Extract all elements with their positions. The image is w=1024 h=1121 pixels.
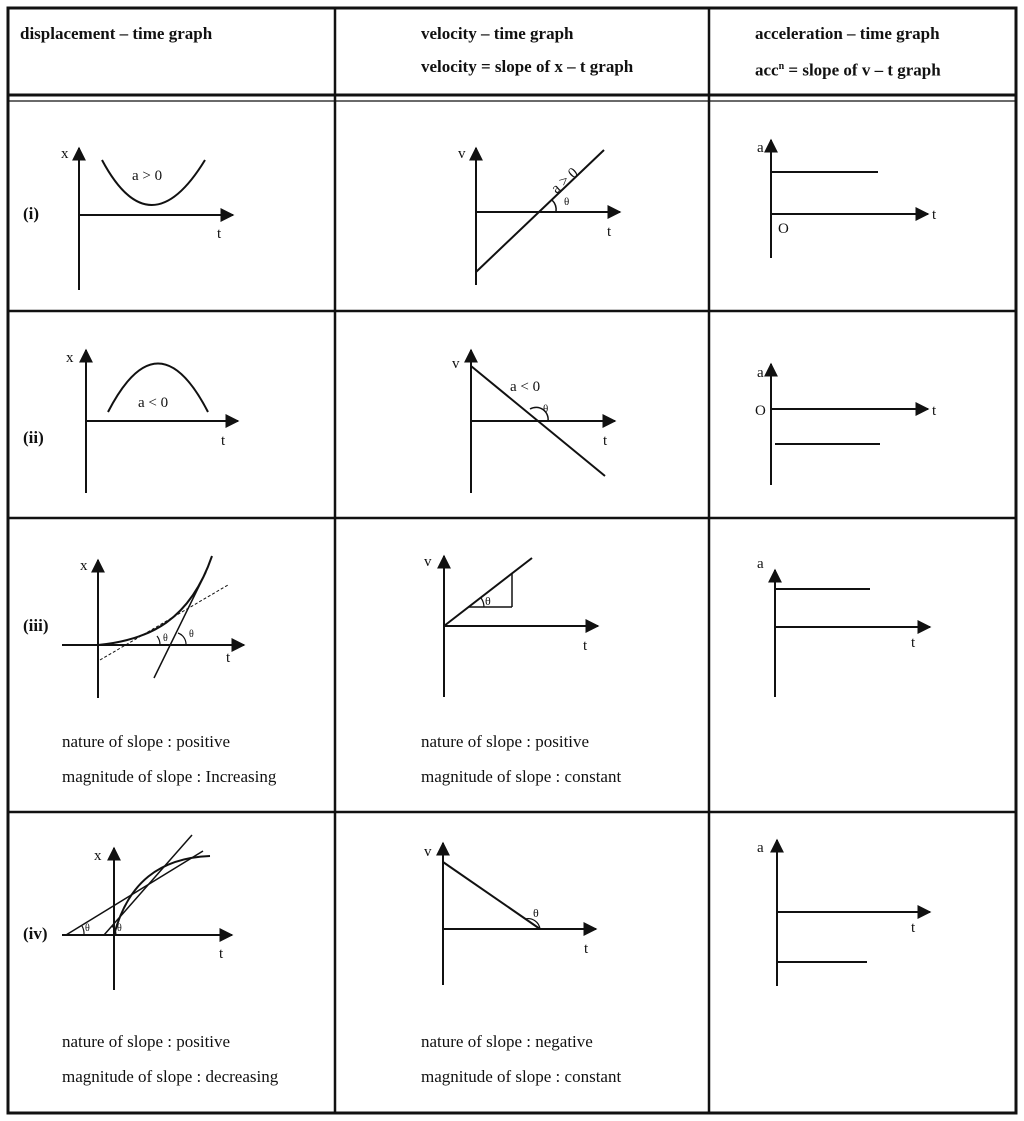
header-acc-prefix: acc (755, 60, 779, 80)
row-iii-x-note-magnitude: magnitude of slope : Increasing (62, 767, 277, 786)
angle-arc (552, 200, 556, 212)
row-iii-v-note-magnitude: magnitude of slope : constant (421, 767, 622, 786)
row-ii-origin-label: O (755, 403, 766, 419)
row-i-v-axis-label: v (458, 146, 466, 162)
row-iv-v-note-magnitude: magnitude of slope : constant (421, 1067, 622, 1086)
row-iii-x-axis-label: x (80, 558, 88, 574)
row-iv-x-note-magnitude: magnitude of slope : decreasing (62, 1067, 279, 1086)
row-iv-velocity-graph (443, 843, 596, 985)
increasing-slope-curve (98, 556, 212, 645)
angle-arc-2 (178, 633, 186, 645)
row-iv-v-note-nature: nature of slope : negative (421, 1032, 593, 1051)
row-iii-v-axis-label: v (424, 554, 432, 570)
row-i-acceleration-graph (771, 140, 928, 258)
header-acc-superscript: n (778, 61, 785, 72)
row-ii-v-line-label: a < 0 (510, 379, 541, 395)
row-iv-x-axis-label: x (94, 848, 102, 864)
header-acc-suffix: = slope of v – t graph (784, 60, 941, 80)
row-iv-t-axis-label: t (219, 946, 224, 962)
row-iii-angle-2-label: θ (189, 629, 194, 640)
row-label-iii: (iii) (23, 616, 49, 635)
header-displacement-time: displacement – time graph (20, 24, 213, 43)
row-ii-t-axis-label: t (221, 433, 226, 449)
row-iv-displacement-graph (62, 835, 232, 990)
row-ii-angle-label: θ (543, 403, 549, 415)
row-i-velocity-graph (476, 148, 620, 285)
row-iii-t-axis-label: t (226, 650, 231, 666)
row-iv-acceleration-graph (777, 840, 930, 986)
row-ii-v-axis-label: v (452, 356, 460, 372)
row-iv-v-axis-label: v (424, 844, 432, 860)
tangent-line-1 (100, 585, 228, 660)
row-ii-vt-t-axis-label: t (603, 433, 608, 449)
header-acceleration-time: acceleration – time graph (755, 24, 940, 43)
row-i-vt-t-axis-label: t (607, 224, 612, 240)
row-label-i: (i) (23, 204, 40, 223)
row-iii-a-axis-label: a (757, 556, 764, 572)
row-iii-angle-1-label: θ (163, 633, 168, 644)
row-ii-velocity-graph (471, 350, 615, 493)
decreasing-slope-curve (114, 856, 210, 935)
row-iii-angle-label: θ (485, 594, 491, 608)
angle-arc-1 (157, 636, 160, 645)
row-i-t-axis-label: t (217, 226, 222, 242)
row-i-v-line-label: a > 0 (548, 164, 582, 197)
row-iii-acceleration-graph (775, 570, 930, 697)
header-velocity-time: velocity – time graph (421, 24, 574, 43)
angle-arc (481, 598, 484, 607)
header-velocity-slope: velocity = slope of x – t graph (421, 57, 634, 76)
row-iv-angle-1-label: θ (85, 923, 90, 934)
row-iii-v-note-nature: nature of slope : positive (421, 732, 590, 751)
row-iii-displacement-graph (62, 556, 244, 698)
header-acceleration-slope (755, 50, 941, 87)
row-iv-angle-2-label: θ (117, 923, 122, 934)
row-ii-a-axis-label: a (757, 365, 764, 381)
row-iv-x-note-nature: nature of slope : positive (62, 1032, 231, 1051)
angle-arc-1 (82, 926, 84, 935)
row-ii-x-axis-label: x (66, 350, 74, 366)
row-label-iv: (iv) (23, 924, 48, 943)
row-iii-velocity-graph (444, 556, 598, 697)
row-i-angle-label: θ (564, 196, 570, 208)
row-label-ii: (ii) (23, 428, 44, 447)
row-iv-angle-label: θ (533, 906, 539, 920)
row-iii-at-t-axis-label: t (911, 635, 916, 651)
row-ii-curve-label: a < 0 (138, 395, 169, 411)
row-ii-displacement-graph (86, 350, 238, 493)
row-iii-x-note-nature: nature of slope : positive (62, 732, 231, 751)
row-i-x-axis-label: x (61, 146, 69, 162)
row-i-origin-label: O (778, 221, 789, 237)
row-i-a-axis-label: a (757, 140, 764, 156)
row-ii-at-t-axis-label: t (932, 403, 937, 419)
increasing-velocity-line (444, 558, 532, 626)
row-ii-acceleration-graph (771, 364, 928, 485)
row-iv-a-axis-label: a (757, 840, 764, 856)
row-iii-vt-t-axis-label: t (583, 638, 588, 654)
row-iv-vt-t-axis-label: t (584, 941, 589, 957)
row-iv-at-t-axis-label: t (911, 920, 916, 936)
tangent-line-2 (104, 835, 192, 935)
row-i-at-t-axis-label: t (932, 207, 937, 223)
row-i-curve-label: a > 0 (132, 168, 163, 184)
